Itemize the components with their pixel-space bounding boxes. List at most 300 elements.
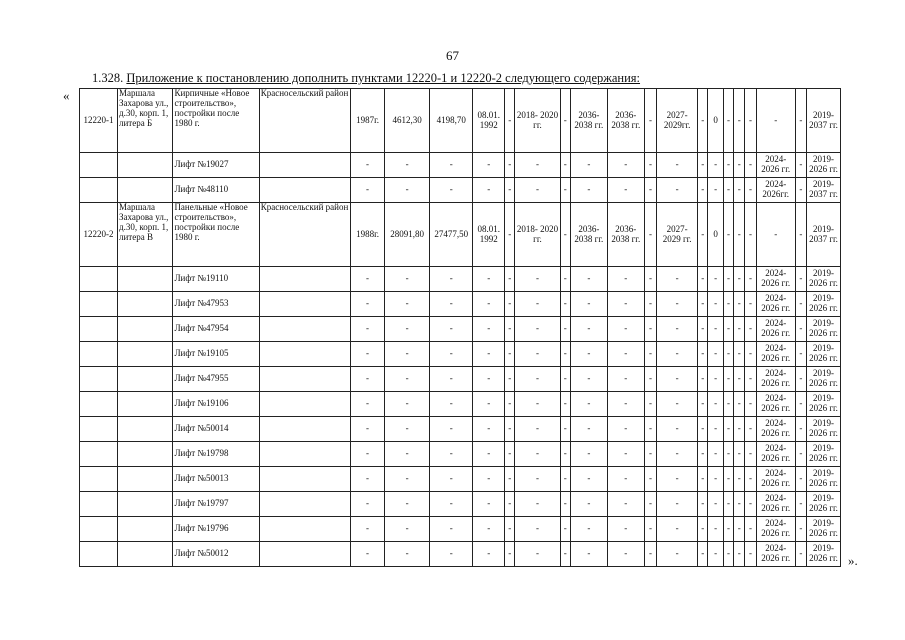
- dash-cell: -: [734, 492, 745, 517]
- district-cell: Красносельский район: [259, 203, 350, 267]
- dash-cell: -: [734, 317, 745, 342]
- dash-cell: -: [473, 292, 505, 317]
- empty-cell: [259, 417, 350, 442]
- dash-cell: -: [560, 492, 570, 517]
- dash-cell: -: [795, 267, 806, 292]
- period-cell: 2024- 2026 гг.: [756, 492, 795, 517]
- dash-cell: -: [723, 542, 733, 567]
- dash-cell: -: [698, 517, 708, 542]
- dash-cell: -: [734, 442, 745, 467]
- empty-cell: [259, 178, 350, 203]
- dash-cell: -: [723, 442, 733, 467]
- lift-label-cell: Лифт №48110: [173, 178, 259, 203]
- dash-cell: -: [745, 292, 756, 317]
- dash-cell: -: [734, 153, 745, 178]
- period-cell: 2024- 2026 гг.: [756, 317, 795, 342]
- dash-cell: -: [515, 178, 560, 203]
- total-area-cell: 28091,80: [384, 203, 429, 267]
- apartment-building-table: [79, 88, 841, 567]
- dash-cell: -: [570, 367, 607, 392]
- empty-cell: [117, 492, 172, 517]
- dash-cell: -: [795, 178, 806, 203]
- dash-cell: -: [657, 292, 698, 317]
- lift-label-cell: Лифт №47953: [173, 292, 259, 317]
- dash-cell: -: [473, 178, 505, 203]
- opening-quote: «: [63, 88, 70, 103]
- dash-cell: -: [644, 89, 656, 153]
- dash-cell: -: [560, 342, 570, 367]
- dash-cell: -: [734, 178, 745, 203]
- lift-label-cell: Лифт №47955: [173, 367, 259, 392]
- period-cell: 2019- 2026 гг.: [807, 292, 841, 317]
- empty-cell: [117, 392, 172, 417]
- dash-cell: -: [657, 492, 698, 517]
- dash-cell: -: [560, 292, 570, 317]
- dash-cell: -: [745, 267, 756, 292]
- lift-row: [80, 392, 841, 417]
- dash-cell: -: [505, 442, 515, 467]
- dash-cell: -: [384, 367, 429, 392]
- lift-row: [80, 153, 841, 178]
- dash-cell: -: [473, 492, 505, 517]
- dash-cell: -: [430, 317, 473, 342]
- dash-cell: -: [515, 267, 560, 292]
- dash-cell: -: [505, 153, 515, 178]
- dash-cell: -: [515, 442, 560, 467]
- period-cell: 2019- 2026 гг.: [807, 317, 841, 342]
- dash-cell: -: [384, 153, 429, 178]
- dash-cell: -: [351, 367, 385, 392]
- dash-cell: -: [708, 442, 723, 467]
- period-cell: 2019- 2026 гг.: [807, 492, 841, 517]
- dash-cell: -: [795, 392, 806, 417]
- dash-cell: -: [430, 392, 473, 417]
- lift-label-cell: Лифт №19106: [173, 392, 259, 417]
- zero-cell: 0: [708, 89, 723, 153]
- dash-cell: -: [657, 517, 698, 542]
- closing-quote: ».: [848, 553, 858, 568]
- dash-cell: -: [515, 492, 560, 517]
- table-body: [80, 89, 841, 567]
- lift-row: [80, 342, 841, 367]
- table-row: [80, 203, 841, 267]
- period-cell: 2019- 2026 гг.: [807, 392, 841, 417]
- dash-cell: -: [734, 203, 745, 267]
- dash-cell: -: [644, 392, 656, 417]
- dash-cell: -: [430, 442, 473, 467]
- dash-cell: -: [657, 178, 698, 203]
- empty-cell: [117, 342, 172, 367]
- dash-cell: -: [708, 317, 723, 342]
- dash-cell: -: [505, 292, 515, 317]
- empty-cell: [117, 317, 172, 342]
- empty-cell: [117, 367, 172, 392]
- lift-row: [80, 317, 841, 342]
- dash-cell: -: [734, 267, 745, 292]
- empty-cell: [259, 317, 350, 342]
- empty-cell: [259, 153, 350, 178]
- dash-cell: -: [430, 153, 473, 178]
- dash-cell: -: [505, 267, 515, 292]
- dash-cell: -: [570, 442, 607, 467]
- dash-cell: -: [607, 317, 644, 342]
- period-cell: 2027- 2029 гг.: [657, 203, 698, 267]
- dash-cell: -: [384, 178, 429, 203]
- dash-cell: -: [723, 417, 733, 442]
- dash-cell: -: [644, 367, 656, 392]
- dash-cell: -: [505, 517, 515, 542]
- dash-cell: -: [708, 292, 723, 317]
- dash-cell: -: [698, 317, 708, 342]
- dash-cell: -: [384, 342, 429, 367]
- building-type-cell: Кирпичные «Новое строительство», постройки после 1980 г.: [173, 89, 259, 153]
- dash-cell: -: [351, 267, 385, 292]
- dash-cell: -: [734, 367, 745, 392]
- dash-cell: -: [607, 542, 644, 567]
- period-cell: -: [756, 203, 795, 267]
- period-cell: 2024- 2026 гг.: [756, 517, 795, 542]
- year-cell: 1987г.: [351, 89, 385, 153]
- dash-cell: -: [515, 317, 560, 342]
- dash-cell: -: [745, 317, 756, 342]
- dash-cell: -: [607, 417, 644, 442]
- dash-cell: -: [607, 492, 644, 517]
- empty-cell: [80, 542, 118, 567]
- total-area-cell: 4612,30: [384, 89, 429, 153]
- address-cell: Маршала Захарова ул., д.30, корп. 1, литера Б: [117, 89, 172, 153]
- empty-cell: [80, 317, 118, 342]
- lift-label-cell: Лифт №19796: [173, 517, 259, 542]
- dash-cell: -: [430, 342, 473, 367]
- dash-cell: -: [745, 89, 756, 153]
- dash-cell: -: [560, 417, 570, 442]
- dash-cell: -: [505, 542, 515, 567]
- dash-cell: -: [560, 153, 570, 178]
- period-cell: 2024- 2026 гг.: [756, 267, 795, 292]
- dash-cell: -: [723, 178, 733, 203]
- lift-row: [80, 417, 841, 442]
- dash-cell: -: [560, 367, 570, 392]
- dash-cell: -: [560, 392, 570, 417]
- empty-cell: [259, 367, 350, 392]
- empty-cell: [117, 442, 172, 467]
- dash-cell: -: [644, 203, 656, 267]
- dash-cell: -: [607, 178, 644, 203]
- section-text: Приложение к постановлению дополнить пунктами 12220-1 и 12220-2 следующего содержания:: [126, 71, 641, 85]
- dash-cell: -: [657, 442, 698, 467]
- dash-cell: -: [384, 267, 429, 292]
- dash-cell: -: [505, 178, 515, 203]
- period-cell: 2019- 2026 гг.: [807, 153, 841, 178]
- period-cell: 2019- 2037 гг.: [807, 203, 841, 267]
- dash-cell: -: [430, 492, 473, 517]
- dash-cell: -: [515, 467, 560, 492]
- dash-cell: -: [515, 542, 560, 567]
- dash-cell: -: [570, 317, 607, 342]
- dash-cell: -: [734, 467, 745, 492]
- dash-cell: -: [723, 517, 733, 542]
- dash-cell: -: [698, 267, 708, 292]
- dash-cell: -: [795, 89, 806, 153]
- dash-cell: -: [560, 542, 570, 567]
- period-cell: 2024- 2026 гг.: [756, 417, 795, 442]
- empty-cell: [117, 292, 172, 317]
- dash-cell: -: [607, 442, 644, 467]
- lift-row: [80, 517, 841, 542]
- dash-cell: -: [515, 417, 560, 442]
- dash-cell: -: [505, 89, 515, 153]
- dash-cell: -: [560, 517, 570, 542]
- dash-cell: -: [734, 342, 745, 367]
- dash-cell: -: [734, 542, 745, 567]
- dash-cell: -: [644, 317, 656, 342]
- dash-cell: -: [708, 417, 723, 442]
- dash-cell: -: [351, 342, 385, 367]
- dash-cell: -: [698, 392, 708, 417]
- dash-cell: -: [473, 392, 505, 417]
- dash-cell: -: [384, 417, 429, 442]
- dash-cell: -: [644, 492, 656, 517]
- lift-row: [80, 492, 841, 517]
- dash-cell: -: [745, 517, 756, 542]
- dash-cell: -: [570, 342, 607, 367]
- dash-cell: -: [657, 267, 698, 292]
- dash-cell: -: [723, 342, 733, 367]
- dash-cell: -: [644, 542, 656, 567]
- dash-cell: -: [698, 292, 708, 317]
- dash-cell: -: [708, 367, 723, 392]
- empty-cell: [117, 153, 172, 178]
- empty-cell: [80, 517, 118, 542]
- dash-cell: -: [570, 392, 607, 417]
- dash-cell: -: [607, 367, 644, 392]
- dash-cell: -: [607, 153, 644, 178]
- lift-label-cell: Лифт №50013: [173, 467, 259, 492]
- period-cell: 2036- 2038 гг.: [607, 89, 644, 153]
- dash-cell: -: [515, 392, 560, 417]
- empty-cell: [259, 542, 350, 567]
- dash-cell: -: [644, 342, 656, 367]
- district-cell: Красносельский район: [259, 89, 350, 153]
- dash-cell: -: [698, 342, 708, 367]
- dash-cell: -: [430, 542, 473, 567]
- dash-cell: -: [384, 392, 429, 417]
- dash-cell: -: [430, 178, 473, 203]
- lift-label-cell: Лифт №19797: [173, 492, 259, 517]
- dash-cell: -: [745, 417, 756, 442]
- dash-cell: -: [795, 317, 806, 342]
- dash-cell: -: [708, 492, 723, 517]
- period-cell: 2019- 2026 гг.: [807, 542, 841, 567]
- period-cell: 2027- 2029гг.: [657, 89, 698, 153]
- period-cell: 2024- 2026гг.: [756, 178, 795, 203]
- dash-cell: -: [657, 392, 698, 417]
- dash-cell: -: [515, 517, 560, 542]
- dash-cell: -: [698, 467, 708, 492]
- dash-cell: -: [351, 392, 385, 417]
- dash-cell: -: [384, 492, 429, 517]
- empty-cell: [259, 392, 350, 417]
- dash-cell: -: [607, 267, 644, 292]
- dash-cell: -: [723, 367, 733, 392]
- period-cell: -: [756, 89, 795, 153]
- dash-cell: -: [723, 292, 733, 317]
- dash-cell: -: [698, 89, 708, 153]
- period-cell: 2024- 2026 гг.: [756, 392, 795, 417]
- dash-cell: -: [351, 153, 385, 178]
- dash-cell: -: [570, 467, 607, 492]
- dash-cell: -: [430, 417, 473, 442]
- dash-cell: -: [723, 467, 733, 492]
- empty-cell: [80, 342, 118, 367]
- dash-cell: -: [515, 342, 560, 367]
- section-number: 1.328.: [92, 71, 124, 85]
- dash-cell: -: [795, 153, 806, 178]
- period-cell: 2019- 2026 гг.: [807, 517, 841, 542]
- dash-cell: -: [745, 367, 756, 392]
- period-cell: 2019- 2026 гг.: [807, 367, 841, 392]
- dash-cell: -: [644, 153, 656, 178]
- lift-label-cell: Лифт №47954: [173, 317, 259, 342]
- lift-row: [80, 542, 841, 567]
- dash-cell: -: [570, 517, 607, 542]
- lift-label-cell: Лифт №50012: [173, 542, 259, 567]
- dash-cell: -: [657, 467, 698, 492]
- dash-cell: -: [473, 517, 505, 542]
- period-cell: 2036- 2038 гг.: [570, 203, 607, 267]
- dash-cell: -: [795, 492, 806, 517]
- empty-cell: [259, 292, 350, 317]
- dash-cell: -: [505, 317, 515, 342]
- dash-cell: -: [795, 417, 806, 442]
- dash-cell: -: [570, 292, 607, 317]
- section-heading: [92, 71, 640, 86]
- dash-cell: -: [505, 492, 515, 517]
- empty-cell: [117, 517, 172, 542]
- building-type-cell: Панельные «Новое строительство», постройки после 1980 г.: [173, 203, 259, 267]
- empty-cell: [80, 178, 118, 203]
- empty-cell: [80, 442, 118, 467]
- dash-cell: -: [734, 292, 745, 317]
- dash-cell: -: [560, 203, 570, 267]
- dash-cell: -: [560, 467, 570, 492]
- dash-cell: -: [570, 153, 607, 178]
- dash-cell: -: [515, 367, 560, 392]
- empty-cell: [80, 467, 118, 492]
- dash-cell: -: [795, 367, 806, 392]
- dash-cell: -: [698, 203, 708, 267]
- dash-cell: -: [723, 203, 733, 267]
- period-cell: 2024- 2026 гг.: [756, 342, 795, 367]
- dash-cell: -: [708, 153, 723, 178]
- period-cell: 2018- 2020 гг.: [515, 89, 560, 153]
- dash-cell: -: [505, 367, 515, 392]
- period-cell: 2018- 2020 гг.: [515, 203, 560, 267]
- empty-cell: [117, 178, 172, 203]
- period-cell: 2024- 2026 гг.: [756, 467, 795, 492]
- dash-cell: -: [473, 317, 505, 342]
- empty-cell: [259, 492, 350, 517]
- dash-cell: -: [351, 178, 385, 203]
- dash-cell: -: [384, 292, 429, 317]
- dash-cell: -: [795, 542, 806, 567]
- dash-cell: -: [560, 317, 570, 342]
- lift-label-cell: Лифт №50014: [173, 417, 259, 442]
- dash-cell: -: [723, 267, 733, 292]
- dash-cell: -: [644, 417, 656, 442]
- dash-cell: -: [607, 292, 644, 317]
- dash-cell: -: [560, 442, 570, 467]
- dash-cell: -: [351, 442, 385, 467]
- dash-cell: -: [505, 467, 515, 492]
- lift-label-cell: Лифт №19798: [173, 442, 259, 467]
- dash-cell: -: [708, 267, 723, 292]
- empty-cell: [259, 442, 350, 467]
- dash-cell: -: [723, 317, 733, 342]
- dash-cell: -: [570, 178, 607, 203]
- dash-cell: -: [795, 203, 806, 267]
- item-number-cell: 12220-1: [80, 89, 118, 153]
- date-cell: 08.01. 1992: [473, 203, 505, 267]
- dash-cell: -: [795, 342, 806, 367]
- dash-cell: -: [351, 542, 385, 567]
- dash-cell: -: [384, 442, 429, 467]
- empty-cell: [80, 392, 118, 417]
- dash-cell: -: [607, 467, 644, 492]
- lift-row: [80, 178, 841, 203]
- dash-cell: -: [734, 517, 745, 542]
- period-cell: 2019- 2026 гг.: [807, 417, 841, 442]
- dash-cell: -: [745, 153, 756, 178]
- empty-cell: [259, 267, 350, 292]
- dash-cell: -: [644, 292, 656, 317]
- living-area-cell: 4198,70: [430, 89, 473, 153]
- dash-cell: -: [644, 178, 656, 203]
- empty-cell: [117, 542, 172, 567]
- dash-cell: -: [698, 492, 708, 517]
- dash-cell: -: [745, 203, 756, 267]
- dash-cell: -: [351, 292, 385, 317]
- dash-cell: -: [745, 467, 756, 492]
- dash-cell: -: [473, 342, 505, 367]
- dash-cell: -: [473, 153, 505, 178]
- dash-cell: -: [698, 153, 708, 178]
- dash-cell: -: [745, 392, 756, 417]
- dash-cell: -: [515, 292, 560, 317]
- address-cell: Маршала Захарова ул., д.30, корп. 1, литера В: [117, 203, 172, 267]
- dash-cell: -: [384, 542, 429, 567]
- dash-cell: -: [473, 442, 505, 467]
- dash-cell: -: [745, 342, 756, 367]
- period-cell: 2019- 2037 гг.: [807, 178, 841, 203]
- empty-cell: [117, 267, 172, 292]
- dash-cell: -: [560, 178, 570, 203]
- period-cell: 2024- 2026 гг.: [756, 542, 795, 567]
- empty-cell: [259, 517, 350, 542]
- dash-cell: -: [734, 89, 745, 153]
- dash-cell: -: [351, 492, 385, 517]
- dash-cell: -: [644, 442, 656, 467]
- period-cell: 2024- 2026 гг.: [756, 367, 795, 392]
- period-cell: 2036- 2038 гг.: [570, 89, 607, 153]
- page-number: 67: [446, 48, 459, 63]
- dash-cell: -: [430, 267, 473, 292]
- lift-row: [80, 467, 841, 492]
- dash-cell: -: [698, 178, 708, 203]
- dash-cell: -: [795, 292, 806, 317]
- dash-cell: -: [745, 442, 756, 467]
- empty-cell: [80, 367, 118, 392]
